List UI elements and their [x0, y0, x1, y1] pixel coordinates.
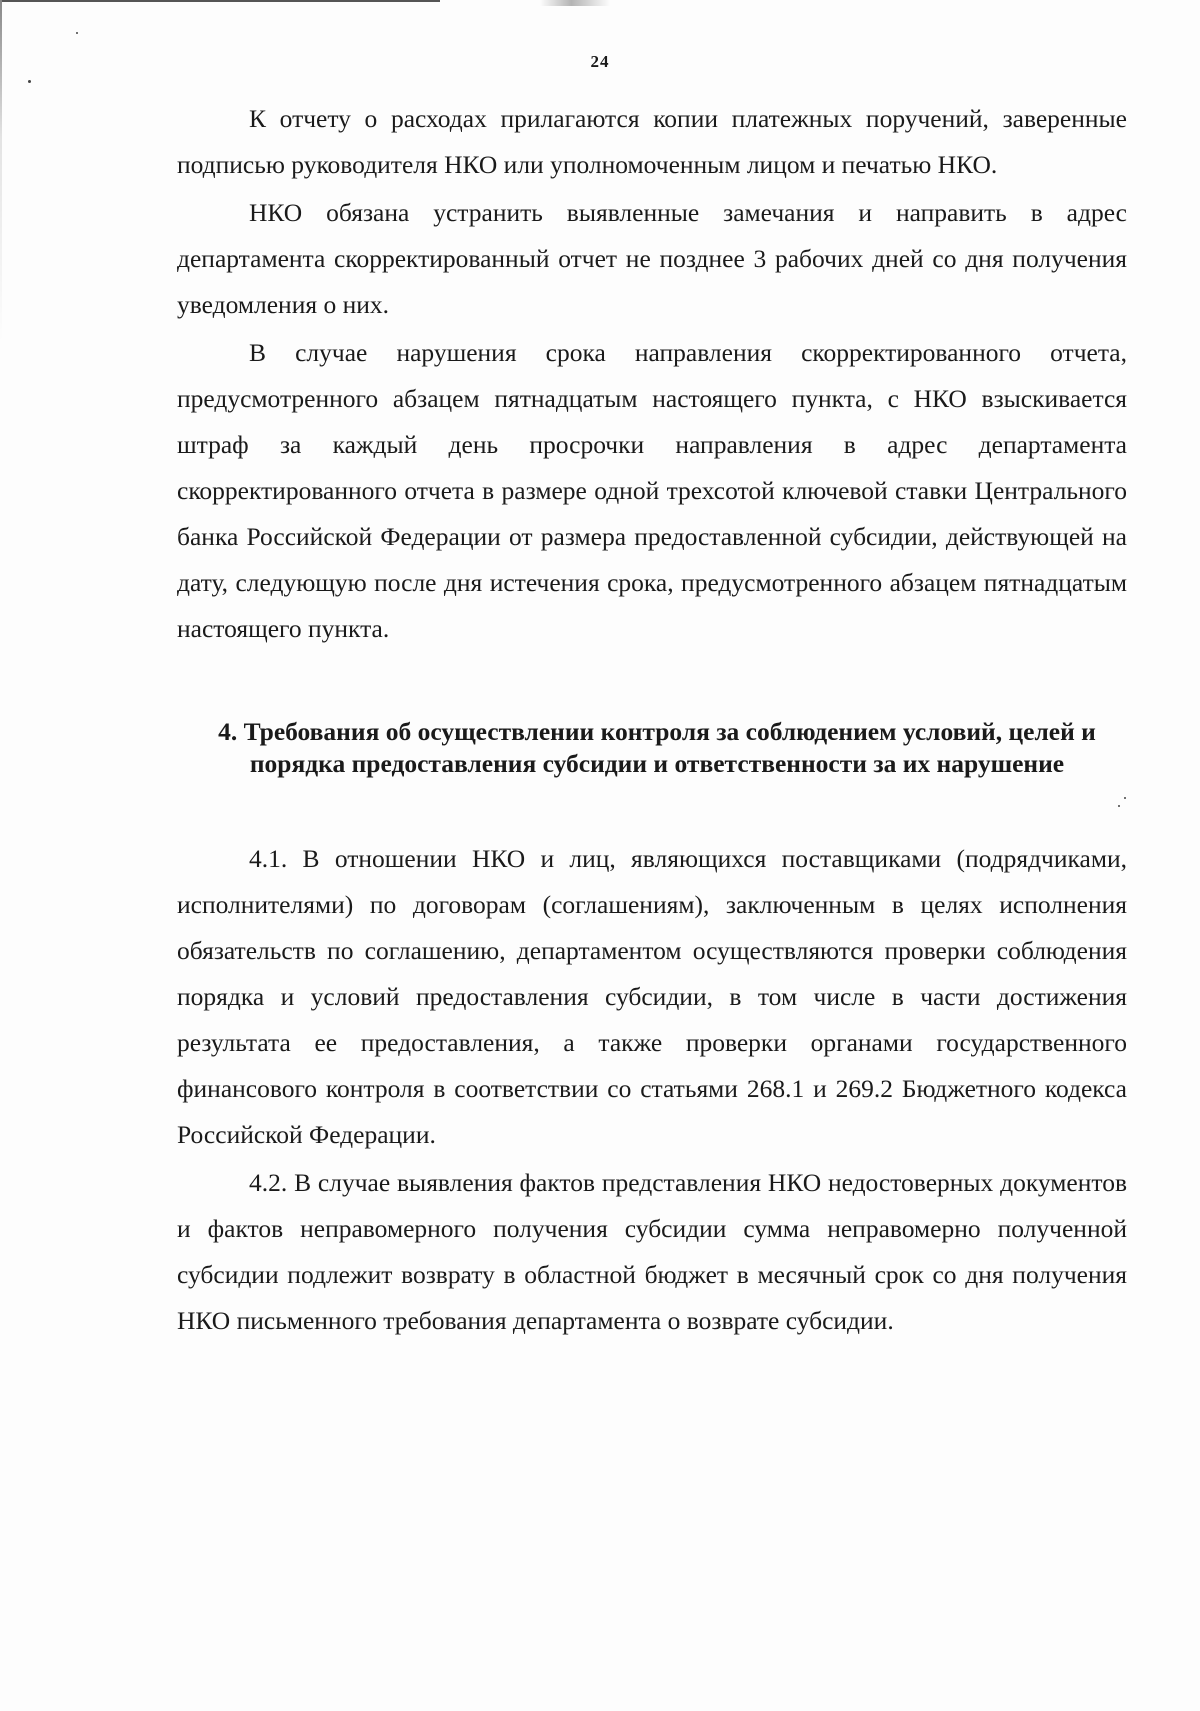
scan-artifact-dot — [28, 80, 31, 83]
document-body — [177, 96, 1127, 1344]
scan-artifact-dot — [76, 32, 78, 34]
section-heading-line-1: 4. Требования об осуществлении контроля за соблюдением условий, целей и — [218, 717, 1096, 746]
scan-artifact-top-line — [0, 0, 440, 2]
page-number: 24 — [590, 52, 610, 71]
paragraph-correction-obligation: НКО обязана устранить выявленные замечания и направить в адрес департамента скорректированный отчет не позднее 3 рабочих дней со дня получения уведомления о них. — [177, 198, 1127, 319]
paragraph-expense-report-attachments: К отчету о расходах прилагаются копии платежных поручений, заверенные подписью руководителя НКО или уполномоченным лицом и печатью НКО. — [177, 104, 1127, 179]
paragraph-4-2-subsidy-return: 4.2. В случае выявления фактов представления НКО недостоверных документов и фактов неправомерного получения субсидии сумма неправомерно полученной субсидии подлежит возврату в областной бюджет в месячный срок со дня получения НКО письменного требования департамента о возврате субсидии. — [177, 1168, 1127, 1335]
scan-artifact-left-edge — [0, 0, 2, 1711]
section-heading-4 — [177, 716, 1127, 780]
section-heading-line-2: порядка предоставления субсидии и ответственности за их нарушение — [249, 749, 1065, 778]
paragraph-4-1-inspections: 4.1. В отношении НКО и лиц, являющихся поставщиками (подрядчиками, исполнителями) по договорам (соглашениям), заключенным в целях исполнения обязательств по соглашению, департаментом осуществляются проверки соблюдения порядка и условий предоставления субсидии, в том числе в части достижения результата ее предоставления, а также проверки органами государственного финансового контроля в соответствии со статьями 268.1 и 269.2 Бюджетного кодекса Российской Федерации. — [177, 844, 1127, 1149]
scan-artifact-smudge — [540, 0, 610, 6]
paragraph-late-correction-penalty: В случае нарушения срока направления скорректированного отчета, предусмотренного абзацем пятнадцатым настоящего пункта, с НКО взыскивается штраф за каждый день просрочки направления в адрес департамента скорректированного отчета в размере одной трехсотой ключевой ставки Центрального банка Российской Федерации от размера предоставленной субсидии, действующей на дату, следующую после дня истечения срока, предусмотренного абзацем пятнадцатым настоящего пункта. — [177, 338, 1127, 643]
